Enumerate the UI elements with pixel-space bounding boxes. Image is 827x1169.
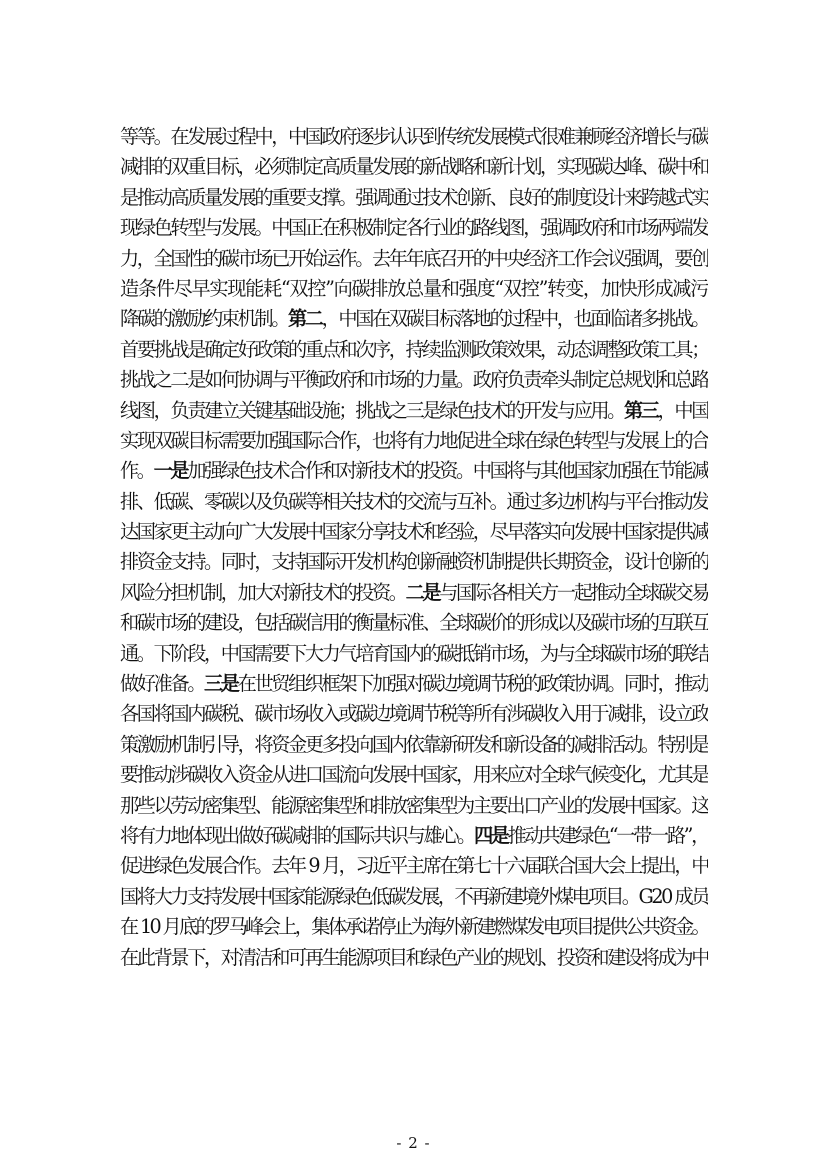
text-segment: 加强绿色技术合作和对新技术的投资。中国将与其他国家加强在节能减 — [187, 459, 708, 483]
text-segment: 实现双碳目标需要加强国际合作，也将有力地促进全球在绿色转型与发展上的合 — [120, 428, 708, 452]
text-line — [120, 456, 708, 486]
text-segment: 那些以劳动密集型、能源密集型和排放密集型为主要出口产业的发展中国家。这 — [120, 793, 708, 817]
body-paragraph — [120, 122, 708, 973]
text-segment: 要推动涉碳收入资金从进口国流向发展中国家，用来应对全球气候变化，尤其是 — [120, 763, 708, 787]
text-line — [120, 365, 708, 395]
text-line — [120, 304, 708, 334]
text-segment: 在此背景下，对清洁和可再生能源项目和绿色产业的规划、投资和建设将成为中 — [120, 945, 708, 969]
text-line — [120, 791, 708, 821]
text-line — [120, 912, 708, 942]
text-segment: 现绿色转型与发展。中国正在积极制定各行业的路线图，强调政府和市场两端发 — [120, 216, 708, 240]
bold-text-segment: 二是 — [405, 580, 440, 604]
text-segment: 风险分担机制，加大对新技术的投资。 — [120, 580, 406, 604]
text-segment: 各国将国内碳税、碳市场收入或碳边境调节税等所有涉碳收入用于减排，设立政 — [120, 702, 708, 726]
text-line — [120, 152, 708, 182]
text-line — [120, 730, 708, 760]
text-segment: 推动共建绿色“一带一路”， — [507, 823, 708, 847]
text-line — [120, 396, 708, 426]
text-segment: 和碳市场的建设，包括碳信用的衡量标准、全球碳价的形成以及碳市场的互联互 — [120, 611, 708, 635]
bold-text-segment: 第二 — [288, 307, 322, 331]
text-line — [120, 213, 708, 243]
text-segment: 与国际各相关方一起推动全球碳交易 — [439, 580, 708, 604]
text-segment: 策激励机制引导，将资金更多投向国内依靠新研发和新设备的减排活动。特别是 — [120, 732, 708, 756]
bold-text-segment: 第三 — [624, 398, 658, 422]
text-segment: 作。 — [120, 459, 154, 483]
text-line — [120, 244, 708, 274]
text-segment: 做好准备。 — [120, 672, 204, 696]
text-segment: 降碳的激励约束机制。 — [120, 307, 288, 331]
text-line — [120, 851, 708, 881]
text-segment: 促进绿色发展合作。去年 9 月，习近平主席在第七十六届联合国大会上提出，中 — [120, 854, 708, 878]
text-line — [120, 122, 708, 152]
text-line — [120, 517, 708, 547]
text-line — [120, 882, 708, 912]
text-line — [120, 669, 708, 699]
text-segment: 减排的双重目标，必须制定高质量发展的新战略和新计划，实现碳达峰、碳中和 — [120, 155, 708, 179]
bold-text-segment: 一是 — [153, 459, 188, 483]
text-line — [120, 608, 708, 638]
page-number: - 2 - — [396, 1134, 431, 1152]
text-line — [120, 821, 708, 851]
text-segment: 挑战之二是如何协调与平衡政府和市场的力量。政府负责牵头制定总规划和总路 — [120, 368, 708, 392]
text-segment: 排、低碳、零碳以及负碳等相关技术的交流与互补。通过多边机构与平台推动发 — [120, 489, 708, 513]
text-line — [120, 699, 708, 729]
text-segment: 在 10 月底的罗马峰会上，集体承诺停止为海外新建燃煤发电项目提供公共资金。 — [120, 915, 708, 939]
bold-text-segment: 三是 — [204, 672, 238, 696]
text-segment: ，中国 — [657, 398, 708, 422]
text-segment: 等等。在发展过程中，中国政府逐步认识到传统发展模式很难兼顾经济增长与碳 — [120, 125, 708, 148]
text-line — [120, 547, 708, 577]
text-line — [120, 760, 708, 790]
text-line — [120, 335, 708, 365]
text-segment: 达国家更主动向广大发展中国家分享技术和经验，尽早落实向发展中国家提供减 — [120, 520, 708, 544]
text-segment: 线图，负责建立关键基础设施；挑战之三是绿色技术的开发与应用。 — [120, 398, 624, 422]
text-line — [120, 274, 708, 304]
text-line — [120, 487, 708, 517]
text-segment: 是推动高质量发展的重要支撑。强调通过技术创新、良好的制度设计来跨越式实 — [120, 185, 708, 209]
text-line — [120, 639, 708, 669]
text-segment: ，中国在双碳目标落地的过程中，也面临诸多挑战。 — [321, 307, 708, 331]
text-line — [120, 943, 708, 973]
text-line — [120, 578, 708, 608]
text-line — [120, 426, 708, 456]
text-segment: 力，全国性的碳市场已开始运作。去年年底召开的中央经济工作会议强调，要创 — [120, 246, 708, 270]
text-segment: 在世贸组织框架下加强对碳边境调节税的政策协调。同时，推动 — [237, 672, 708, 696]
text-line — [120, 183, 708, 213]
text-segment: 首要挑战是确定好政策的重点和次序，持续监测政策效果，动态调整政策工具； — [120, 337, 708, 361]
text-segment: 造条件尽早实现能耗“双控”向碳排放总量和强度“双控”转变，加快形成减污 — [120, 276, 708, 300]
text-segment: 排资金支持。同时，支持国际开发机构创新融资机制提供长期资金，设计创新的 — [120, 550, 708, 574]
text-segment: 通。下阶段，中国需要下大力气培育国内的碳抵销市场，为与全球碳市场的联结 — [120, 641, 708, 665]
text-segment: 国将大力支持发展中国家能源绿色低碳发展，不再新建境外煤电项目。G20 成员 — [120, 884, 708, 908]
text-segment: 将有力地体现出做好碳减排的国际共识与雄心。 — [120, 823, 474, 847]
bold-text-segment: 四是 — [473, 823, 508, 847]
